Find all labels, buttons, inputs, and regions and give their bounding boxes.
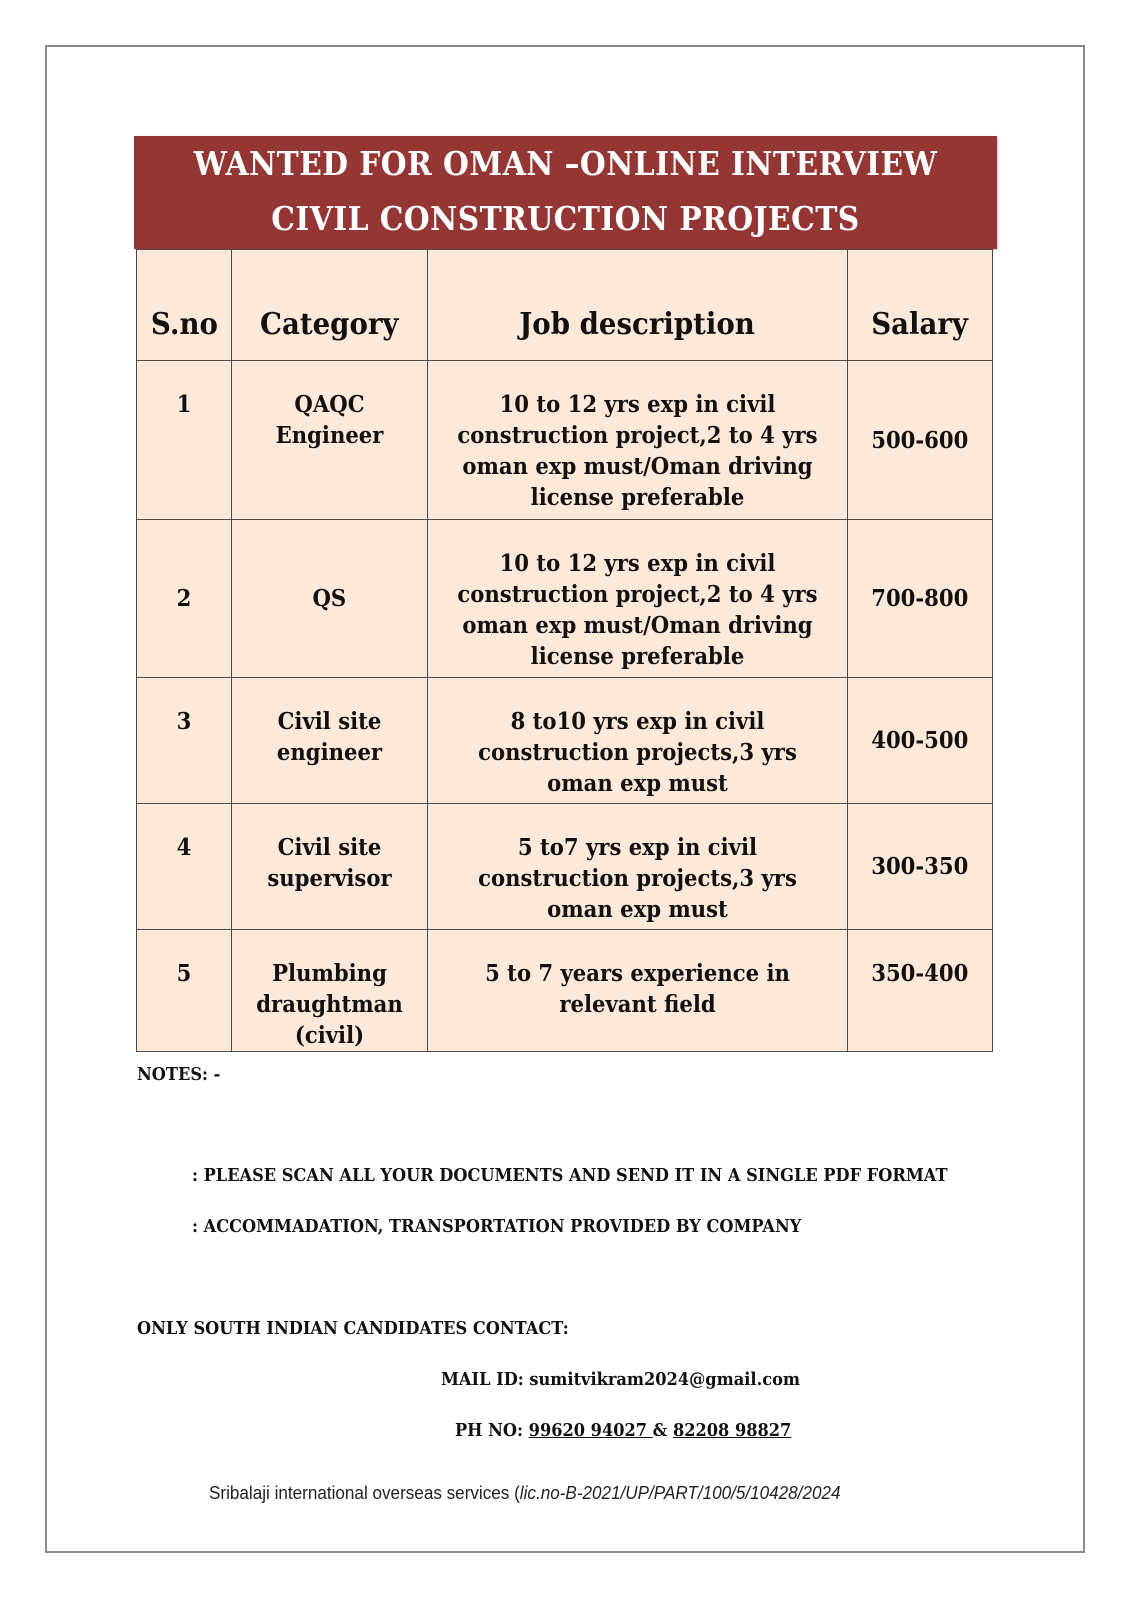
header-category: Category: [232, 250, 428, 361]
cell-description: 8 to10 yrs exp in civil construction projects,3 yrs oman exp must: [428, 678, 848, 804]
phone-label: PH NO:: [455, 1420, 529, 1441]
note-item: : PLEASE SCAN ALL YOUR DOCUMENTS AND SEND IT IN A SINGLE PDF FORMAT: [192, 1165, 948, 1186]
mail-line: [441, 1369, 800, 1390]
cell-description: 10 to 12 yrs exp in civil construction project,2 to 4 yrs oman exp must/Oman driving license preferable: [428, 361, 848, 520]
table-row: [137, 678, 993, 804]
cell-salary: 300-350: [848, 804, 993, 930]
jobs-table: [136, 249, 993, 1052]
footer-license: [209, 1483, 840, 1504]
cell-sno: 5: [137, 930, 232, 1052]
cell-salary: 700-800: [848, 520, 993, 678]
cell-description: 5 to7 yrs exp in civil construction projects,3 yrs oman exp must: [428, 804, 848, 930]
phone-separator: &: [652, 1420, 673, 1441]
cell-category: Civil site engineer: [232, 678, 428, 804]
table-row: [137, 804, 993, 930]
cell-sno: 4: [137, 804, 232, 930]
banner-title-line2: CIVIL CONSTRUCTION PROJECTS: [271, 199, 860, 238]
header-sno: S.no: [137, 250, 232, 361]
cell-category: QS: [232, 520, 428, 678]
title-banner: [134, 136, 997, 249]
table-row: [137, 930, 993, 1052]
footer-license-number: lic.no-B-2021/UP/PART/100/5/10428/2024: [519, 1483, 841, 1503]
cell-description: 5 to 7 years experience in relevant field: [428, 930, 848, 1052]
cell-sno: 2: [137, 520, 232, 678]
header-salary: Salary: [848, 250, 993, 361]
cell-salary: 350-400: [848, 930, 993, 1052]
phone-link-1[interactable]: 99620 94027: [528, 1420, 653, 1441]
table-row: [137, 520, 993, 678]
cell-description: 10 to 12 yrs exp in civil construction project,2 to 4 yrs oman exp must/Oman driving license preferable: [428, 520, 848, 678]
note-item: : ACCOMMADATION, TRANSPORTATION PROVIDED BY COMPANY: [192, 1216, 802, 1237]
cell-category: Plumbing draughtman (civil): [232, 930, 428, 1052]
cell-category: Civil site supervisor: [232, 804, 428, 930]
phone-link-2[interactable]: 82208 98827: [672, 1420, 792, 1441]
banner-title-line1: WANTED FOR OMAN –ONLINE INTERVIEW: [193, 144, 938, 183]
cell-sno: 1: [137, 361, 232, 520]
notes-heading: NOTES: -: [137, 1064, 221, 1085]
cell-salary: 500-600: [848, 361, 993, 520]
table-row: [137, 361, 993, 520]
cell-salary: 400-500: [848, 678, 993, 804]
contact-heading: ONLY SOUTH INDIAN CANDIDATES CONTACT:: [137, 1318, 569, 1339]
table-header-row: [137, 250, 993, 361]
mail-address-link[interactable]: sumitvikram2024@gmail.com: [529, 1369, 801, 1390]
footer-company: Sribalaji international overseas services (: [209, 1483, 520, 1503]
header-job-description: Job description: [428, 250, 848, 361]
cell-sno: 3: [137, 678, 232, 804]
cell-category: QAQC Engineer: [232, 361, 428, 520]
phone-line: [455, 1420, 791, 1441]
mail-label: MAIL ID:: [441, 1369, 530, 1390]
